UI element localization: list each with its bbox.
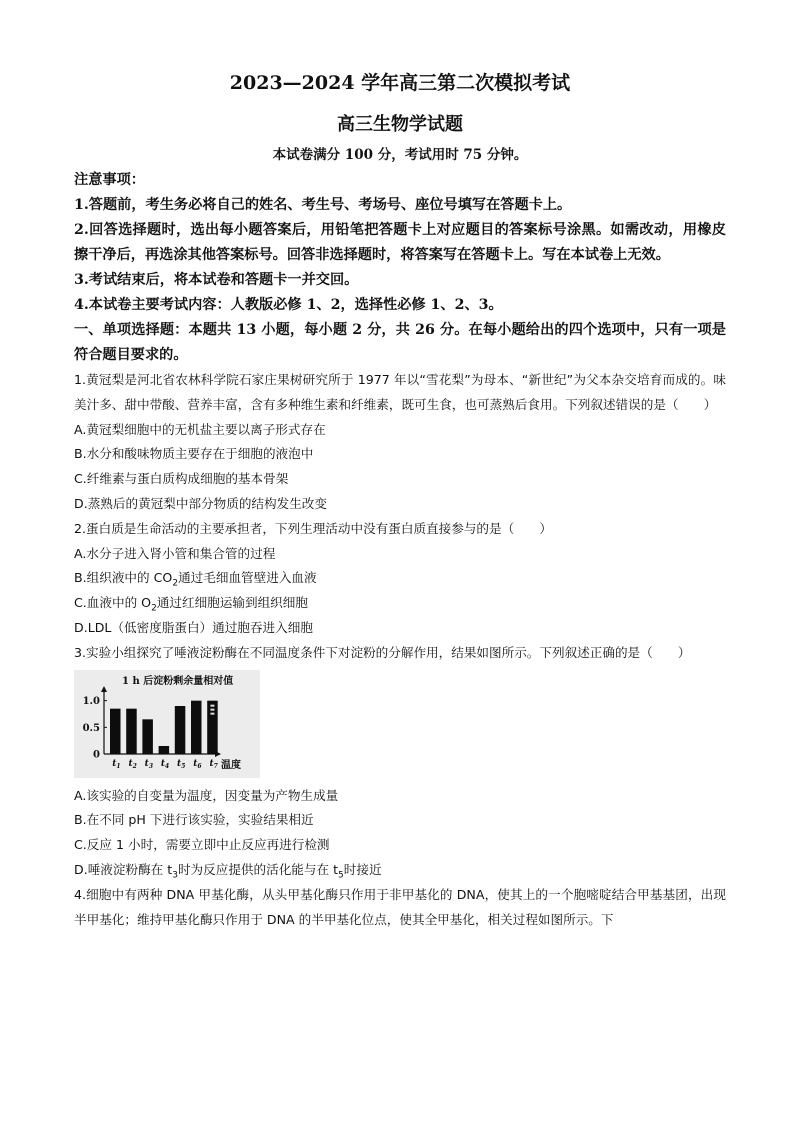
exam-title: 2023—2024 学年高三第二次模拟考试: [229, 72, 571, 94]
chart-bar-t4: [159, 746, 170, 754]
q4-stem: 4.细胞中有两种 DNA 甲基化酶，从头甲基化酶只作用于非甲基化的 DNA，使其上的一个胞嘧啶结合甲基基团，出现半甲基化；维持甲基化酶只作用于 DNA 的半甲基化位点，使其全甲基化，相关过程如图所示。下: [74, 886, 726, 927]
q2-option-b-pre: B.组织液中的 CO: [74, 570, 173, 586]
note-item-3: 3.考试结束后，将本试卷和答题卡一并交回。: [74, 272, 359, 288]
chart-bar-mark-1: [210, 708, 214, 710]
q2-option-d: D.LDL（低密度脂蛋白）通过胞吞进入细胞: [74, 619, 313, 635]
q2-option-c-sub: 2: [151, 603, 157, 614]
chart-x-tick-label: $t_2$: [128, 758, 137, 770]
section-heading: 一、单项选择题：本题共 13 小题，每小题 2 分，共 26 分。在每小题给出的四个选项中，只有一项是符合题目要求的。: [74, 322, 726, 363]
chart-x-tick-label: $t_4$: [160, 758, 170, 770]
q2-option-c-post: 通过红细胞运输到组织细胞: [156, 595, 308, 611]
q2-option-b: [74, 566, 726, 591]
exam-subject: 高三生物学试题: [337, 114, 463, 135]
chart-xlabel: 温度: [221, 759, 241, 771]
chart-bar-t1: [110, 708, 121, 753]
chart-x-tick-label: $t_3$: [144, 758, 154, 770]
note-item-4: 4.本试卷主要考试内容：人教版必修 1、2，选择性必修 1、2、3。: [74, 297, 503, 313]
note-item-1: 1.答题前，考生务必将自己的姓名、考生号、考场号、座位号填写在答题卡上。: [74, 197, 572, 213]
chart-x-tick-label: $t_7$: [209, 758, 218, 770]
exam-page: [74, 66, 726, 932]
chart-svg: [74, 670, 260, 778]
q2-option-a: A.水分子进入肾小管和集合管的过程: [74, 545, 276, 561]
chart-y-tick-label: 0: [93, 749, 100, 761]
q3-stem: 3.实验小组探究了唾液淀粉酶在不同温度条件下对淀粉的分解作用，结果如图所示。下列叙述正确的是（ ）: [74, 644, 691, 660]
chart-bar-t3: [142, 719, 153, 754]
q2-stem: 2.蛋白质是生命活动的主要承担者，下列生理活动中没有蛋白质直接参与的是（ ）: [74, 520, 552, 536]
q3-option-d-sub1: 3: [172, 870, 178, 881]
chart-bar-t6: [191, 700, 202, 753]
chart-x-tick-label: $t_1$: [112, 758, 121, 770]
q2-option-c-pre: C.血液中的 O: [74, 595, 152, 611]
q1-option-c: C.纤维素与蛋白质构成细胞的基本骨架: [74, 471, 289, 487]
note-item-2: 2.回答选择题时，选出每小题答案后，用铅笔把答题卡上对应题目的答案标号涂黑。如需改动，用橡皮擦干净后，再选涂其他答案标号。回答非选择题时，将答案写在答题卡上。写在本试卷上无效。: [74, 222, 726, 263]
notes-heading: 注意事项：: [74, 172, 145, 188]
q2-option-b-sub: 2: [172, 578, 179, 589]
q1-option-d: D.蒸熟后的黄冠梨中部分物质的结构发生改变: [74, 495, 327, 511]
q3-option-b: B.在不同 pH 下进行该实验，实验结果相近: [74, 812, 314, 828]
chart-bar-t5: [175, 706, 186, 754]
chart-x-tick-label: $t_5$: [177, 758, 186, 770]
q3-option-d: [74, 858, 726, 883]
exam-info: 本试卷满分 100 分，考试用时 75 分钟。: [272, 147, 528, 163]
starch-residue-chart: [74, 670, 260, 778]
q2-option-c: [74, 591, 726, 616]
chart-y-tick-label: 1.0: [82, 695, 100, 707]
q1-option-a: A.黄冠梨细胞中的无机盐主要以离子形式存在: [74, 421, 326, 437]
q1-option-b: B.水分和酸味物质主要存在于细胞的液泡中: [74, 446, 314, 462]
chart-bar-mark-2: [210, 712, 214, 714]
q3-option-d-mid: 时为反应提供的活化能与在 t: [177, 861, 339, 877]
chart-x-tick-label: $t_6$: [193, 758, 202, 770]
q3-option-d-post: 时接近: [343, 861, 382, 877]
chart-bar-t2: [126, 708, 137, 753]
q2-option-b-post: 通过毛细血管壁进入血液: [178, 570, 317, 586]
q3-option-d-sub2: 5: [338, 870, 344, 881]
q1-stem: 1.黄冠梨是河北省农林科学院石家庄果树研究所于 1977 年以“雪花梨”为母本、“新世纪”为父本杂交培育而成的。味美汁多、甜中带酸、营养丰富，含有多种维生素和纤维素，既可生食，也可蒸熟后食用。下列叙述错误的是（ ）: [74, 372, 726, 412]
q3-option-d-pre: D.唾液淀粉酶在 t: [74, 861, 173, 877]
q3-option-c: C.反应 1 小时，需要立即中止反应再进行检测: [74, 837, 330, 853]
chart-y-tick-label: 0.5: [82, 722, 100, 734]
q3-option-a: A.该实验的自变量为温度，因变量为产物生成量: [74, 787, 339, 803]
chart-bar-mark-0: [210, 704, 214, 706]
chart-title: 1 h 后淀粉剩余量相对值: [122, 675, 234, 687]
